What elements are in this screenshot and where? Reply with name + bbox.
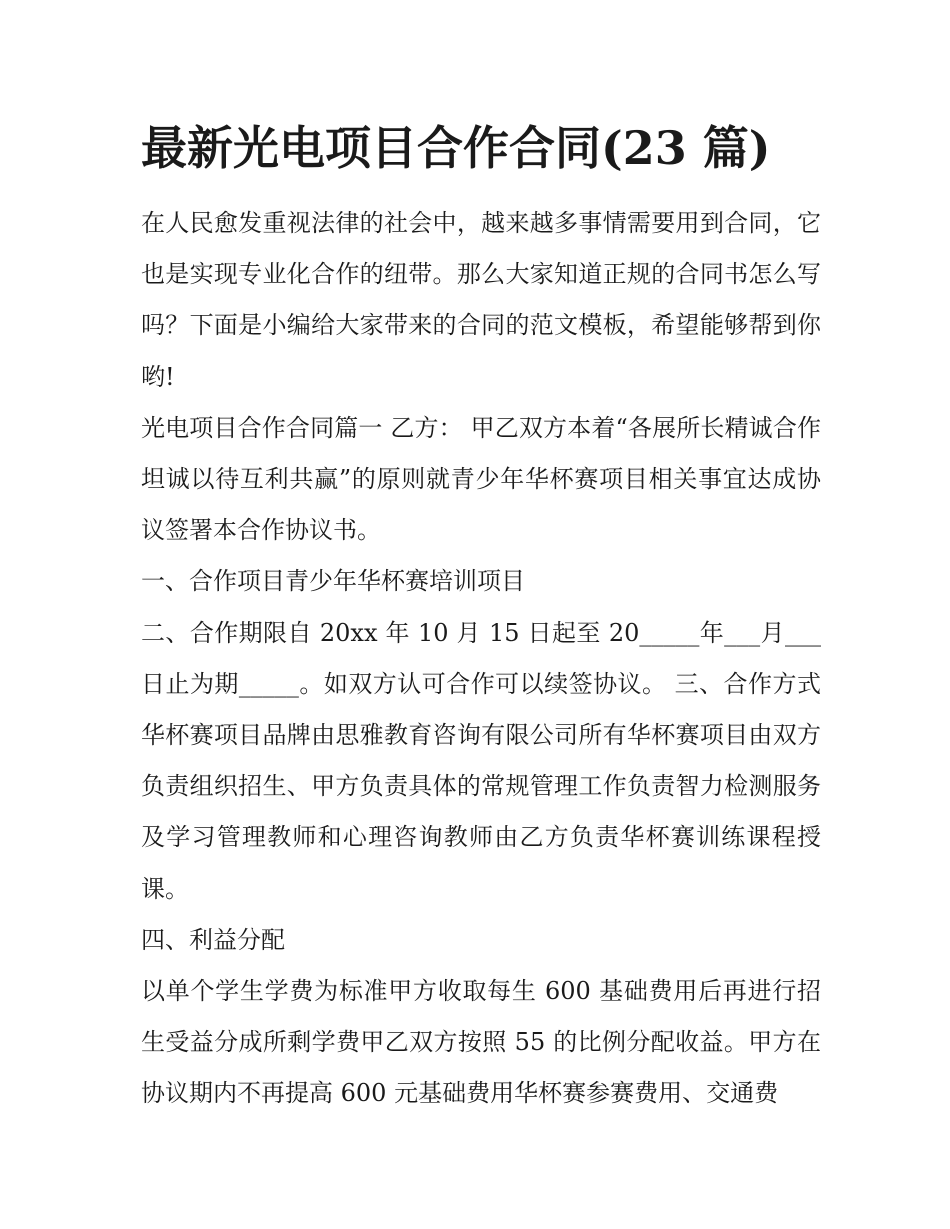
document-title: 最新光电项目合作合同(23 篇): [141, 121, 771, 175]
paragraph-cooperation-term: 二、合作期限自 20xx 年 10 月 15 日起至 20_____年___月___日止为期_____。如双方认可合作可以续签协议。 三、合作方式华杯赛项目品牌由思雅教育咨询有限公司所有华杯赛项目由双方负责组织招生、甲方负责具体的常规管理工作负责智力检测服务及学习管理教师和心理咨询教师由乙方负责华杯赛训练课程授课。: [141, 618, 821, 903]
document-page: [141, 112, 821, 1120]
paragraph-profit-distribution: 以单个学生学费为标准甲方收取每生 600 基础费用后再进行招生受益分成所剩学费甲乙双方按照 55 的比例分配收益。甲方在协议期内不再提高 600 元基础费用华杯赛参赛费用、交通费: [141, 977, 821, 1108]
paragraph-intro: 在人民愈发重视法律的社会中，越来越多事情需要用到合同，它也是实现专业化合作的纽带。那么大家知道正规的合同书怎么写吗？下面是小编给大家带来的合同的范文模板，希望能够帮到你哟!: [141, 209, 821, 391]
paragraph-contract-opening: 光电项目合作合同篇一 乙方： 甲乙双方本着“各展所长精诚合作坦诚以待互利共赢”的原则就青少年华杯赛项目相关事宜达成协议签署本合作协议书。: [141, 413, 821, 545]
section-heading-cooperation-project: 一、合作项目青少年华杯赛培训项目: [141, 567, 525, 596]
section-heading-profit-distribution: 四、利益分配: [141, 925, 285, 954]
